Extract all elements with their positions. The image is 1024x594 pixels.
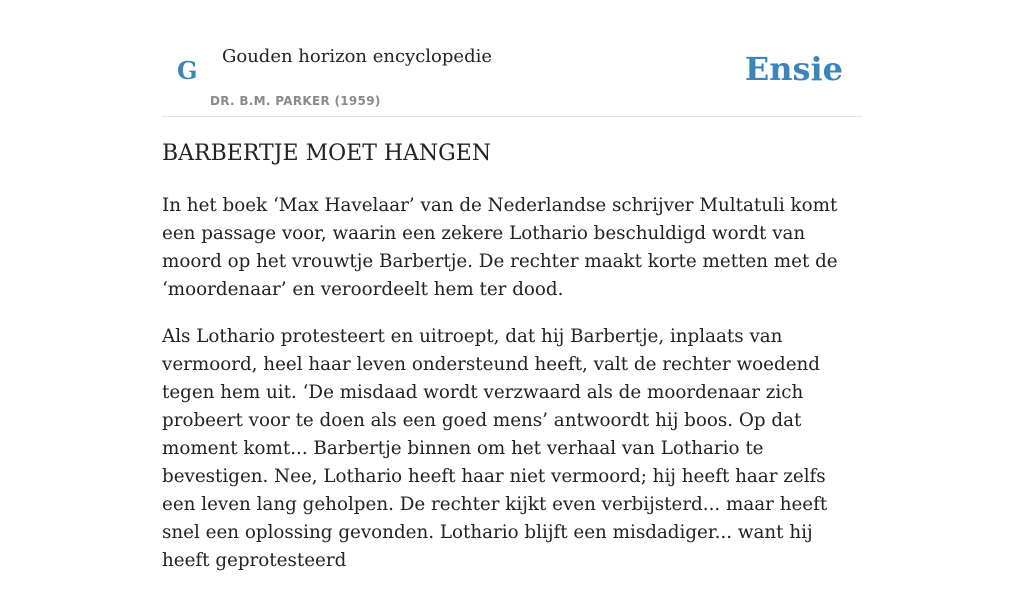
source-book-title[interactable]: Gouden horizon encyclopedie	[222, 46, 492, 67]
article-title: BARBERTJE MOET HANGEN	[162, 141, 492, 166]
ensie-logo[interactable]: Ensie	[744, 50, 843, 88]
article-paragraph: Als Lothario protesteert en uitroept, dat hij Barbertje, inplaats van vermoord, heel haar leven ondersteund heeft, valt de rechter woedend tegen hem uit. ‘De misdaad wordt verzwaard als de moordenaar zich probeert voor te doen als een goed mens’ antwoordt hij boos. Op dat moment komt... Barbertje binnen om het verhaal van Lothario te bevestigen. Nee, Lothario heeft haar niet vermoord; hij heeft haar zelfs een leven lang geholpen. De rechter kijkt even verbijsterd... maar heeft snel een oplossing gevonden. Lothario blijft een misdadiger... want hij heeft geprotesteerd	[162, 326, 828, 571]
article-body	[162, 192, 862, 594]
page-header	[162, 0, 862, 117]
source-logo-icon[interactable]: G	[177, 56, 198, 85]
article-paragraph: In het boek ‘Max Havelaar’ van de Nederlandse schrijver Multatuli komt een passage voor, waarin een zekere Lothario beschuldigd wordt van moord op het vrouwtje Barbertje. De rechter maakt korte metten met de ‘moordenaar’ en veroordeelt hem ter dood.	[162, 195, 838, 300]
source-book-author: DR. B.M. PARKER (1959)	[210, 94, 381, 108]
